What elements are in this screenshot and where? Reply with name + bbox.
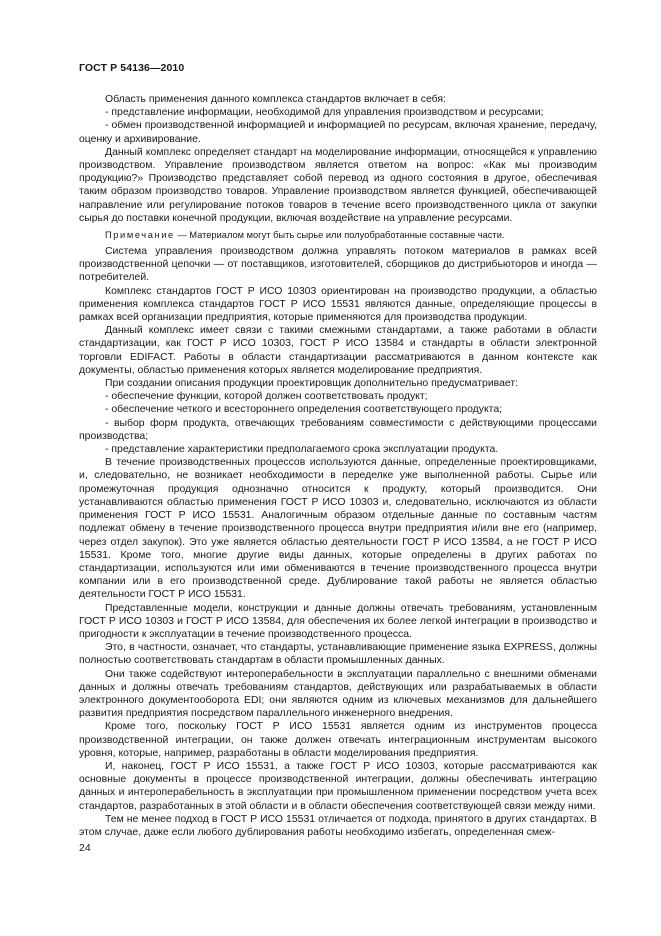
list-item-designer-3: - выбор форм продукта, отвечающих требованиям совместимости с действующими процессами производства; [79, 417, 597, 442]
page-number: 24 [79, 842, 91, 854]
note [79, 229, 597, 241]
list-item-scope-2: - обмен производственной информацией и информацией по ресурсам, включая хранение, передачу, оценку и архивирование. [79, 120, 597, 145]
note-label: Примечание [105, 230, 175, 241]
paragraph-designer-provisions: При создании описания продукции проектировщик дополнительно предусматривает: [105, 378, 519, 390]
paragraph-related-standards: Данный комплекс имеет связи с такими смежными стандартами, а также работами в области стандартизации, как ГОСТ Р ИСО 10303, ГОСТ Р ИСО 13584 и стандарты в области электронной торговли EDIFACT. Работы в области стандартизации рассматриваются в данном контексте как документы, областью применения которых является моделирование предприятия. [79, 325, 597, 376]
list-item-designer-2: - обеспечение четкого и всестороннего определения соответствующего продукта; [105, 404, 503, 416]
paragraph-scope-intro: Область применения данного комплекса стандартов включает в себя: [105, 94, 446, 105]
list-item-designer-4: - представление характеристики предполагаемого срока эксплуатации продукта. [105, 444, 499, 456]
paragraph-models-requirements: Представленные модели, конструкции и данные должны отвечать требованиям, установленным ГОСТ Р ИСО 10303 и ГОСТ Р ИСО 13584, для обеспечения их более легкой интеграции в производство и пригодности к эксплуатации в течение производственного процесса. [79, 602, 597, 640]
paragraph-production-data: В течение производственных процессов используются данные, определенные проектировщиками, и, следовательно, не возникает необходимости в переделке уже выполненной работы. Сырье или промежуточная продукция однозначно относится к продукту, который производится. Они устанавливаются областью применения ГОСТ Р ИСО 10303 и, следовательно, исключаются из области применения ГОСТ Р ИСО 15531. Аналогичным образом отдельные данные по составным частям подлежат обмену в течение производственного процесса внутри предприятия и/или вне его (например, через отдел закупок). Это уже является областью деятельности ГОСТ Р ИСО 13584, а не ГОСТ Р ИСО 15531. Кроме того, многие другие виды данных, которые определены в других работах по стандартизации, используются или ими обмениваются в течение производственного процесса внутри компании или в его производственной среде. Дублирование такой работы не является областью деятельности ГОСТ Р ИСО 15531. [79, 457, 597, 601]
paragraph-data-integration: И, наконец, ГОСТ Р ИСО 15531, а также ГОСТ Р ИСО 10303, которые рассматриваются как основные документы в процессе производственной интеграции, должны обеспечивать интеграцию данных и интероперабельность в эксплуатации при промышленном применении посредством учета всех стандартов, разработанных в этой области и в области обеспечения соответствующей связи между ними. [79, 760, 597, 812]
document-body [79, 93, 597, 839]
list-item-scope-1: - представление информации, необходимой для управления производством и ресурсами; [105, 107, 544, 119]
paragraph-express-language: Это, в частности, означает, что стандарты, устанавливающие применение языка EXPRESS, должны полностью соответствовать стандартам в области промышленных данных. [79, 642, 597, 667]
paragraph-approach-difference: Тем не менее подход в ГОСТ Р ИСО 15531 отличается от подхода, принятого в других стандартах. В этом случае, даже если любого дублирования работы необходимо избегать, определенная смеж- [79, 813, 597, 838]
list-item-designer-1: - обеспечение функции, которой должен соответствовать продукт; [105, 391, 428, 403]
paragraph-material-flow: Система управления производством должна управлять потоком материалов в рамках всей производственной цепочки — от поставщиков, изготовителей, сборщиков до дистрибьюторов и иногда — потребителей. [79, 246, 597, 284]
paragraph-interoperability: Они также содействуют интероперабельности в эксплуатации параллельно с внешними обменами данных и должны отвечать требованиям стандартов, действующих или разрабатываемых в области электронного документооборота EDI; они являются одним из ключевых механизмов для дальнейшего развития предприятия посредством параллельного инженерного внедрения. [79, 668, 597, 720]
paragraph-integration-tools: Кроме того, поскольку ГОСТ Р ИСО 15531 является одним из инструментов процесса производственной интеграции, он также должен отвечать интеграционным инструментам высокого уровня, которые, например, разработаны в области моделирования предприятия. [79, 721, 597, 759]
note-text: — Материалом могут быть сырье или полуобработанные составные части. [174, 230, 505, 241]
paragraph-production-management: Данный комплекс определяет стандарт на моделирование информации, относящейся к управлению производством. Управление производством является ответом на вопрос: «Как мы производим продукцию?» Производство представляет собой перевод из одного состояния в другое, обеспечивая таким образом производство товаров. Управление производством является функцией, обеспечивающей направление или регулирование потоков товаров в течение всего производственного цикла от закупки сырья до поставки конечной продукции, включая воздействие на управление ресурсами. [79, 146, 597, 224]
paragraph-standards-orientation: Комплекс стандартов ГОСТ Р ИСО 10303 ориентирован на производство продукции, а областью применения комплекса стандартов ГОСТ Р ИСО 15531 являются данные, определяющие процессы в рамках всей организации предприятия, которые применяются для производства продукции. [79, 285, 597, 324]
document-header: ГОСТ Р 54136—2010 [79, 62, 185, 74]
